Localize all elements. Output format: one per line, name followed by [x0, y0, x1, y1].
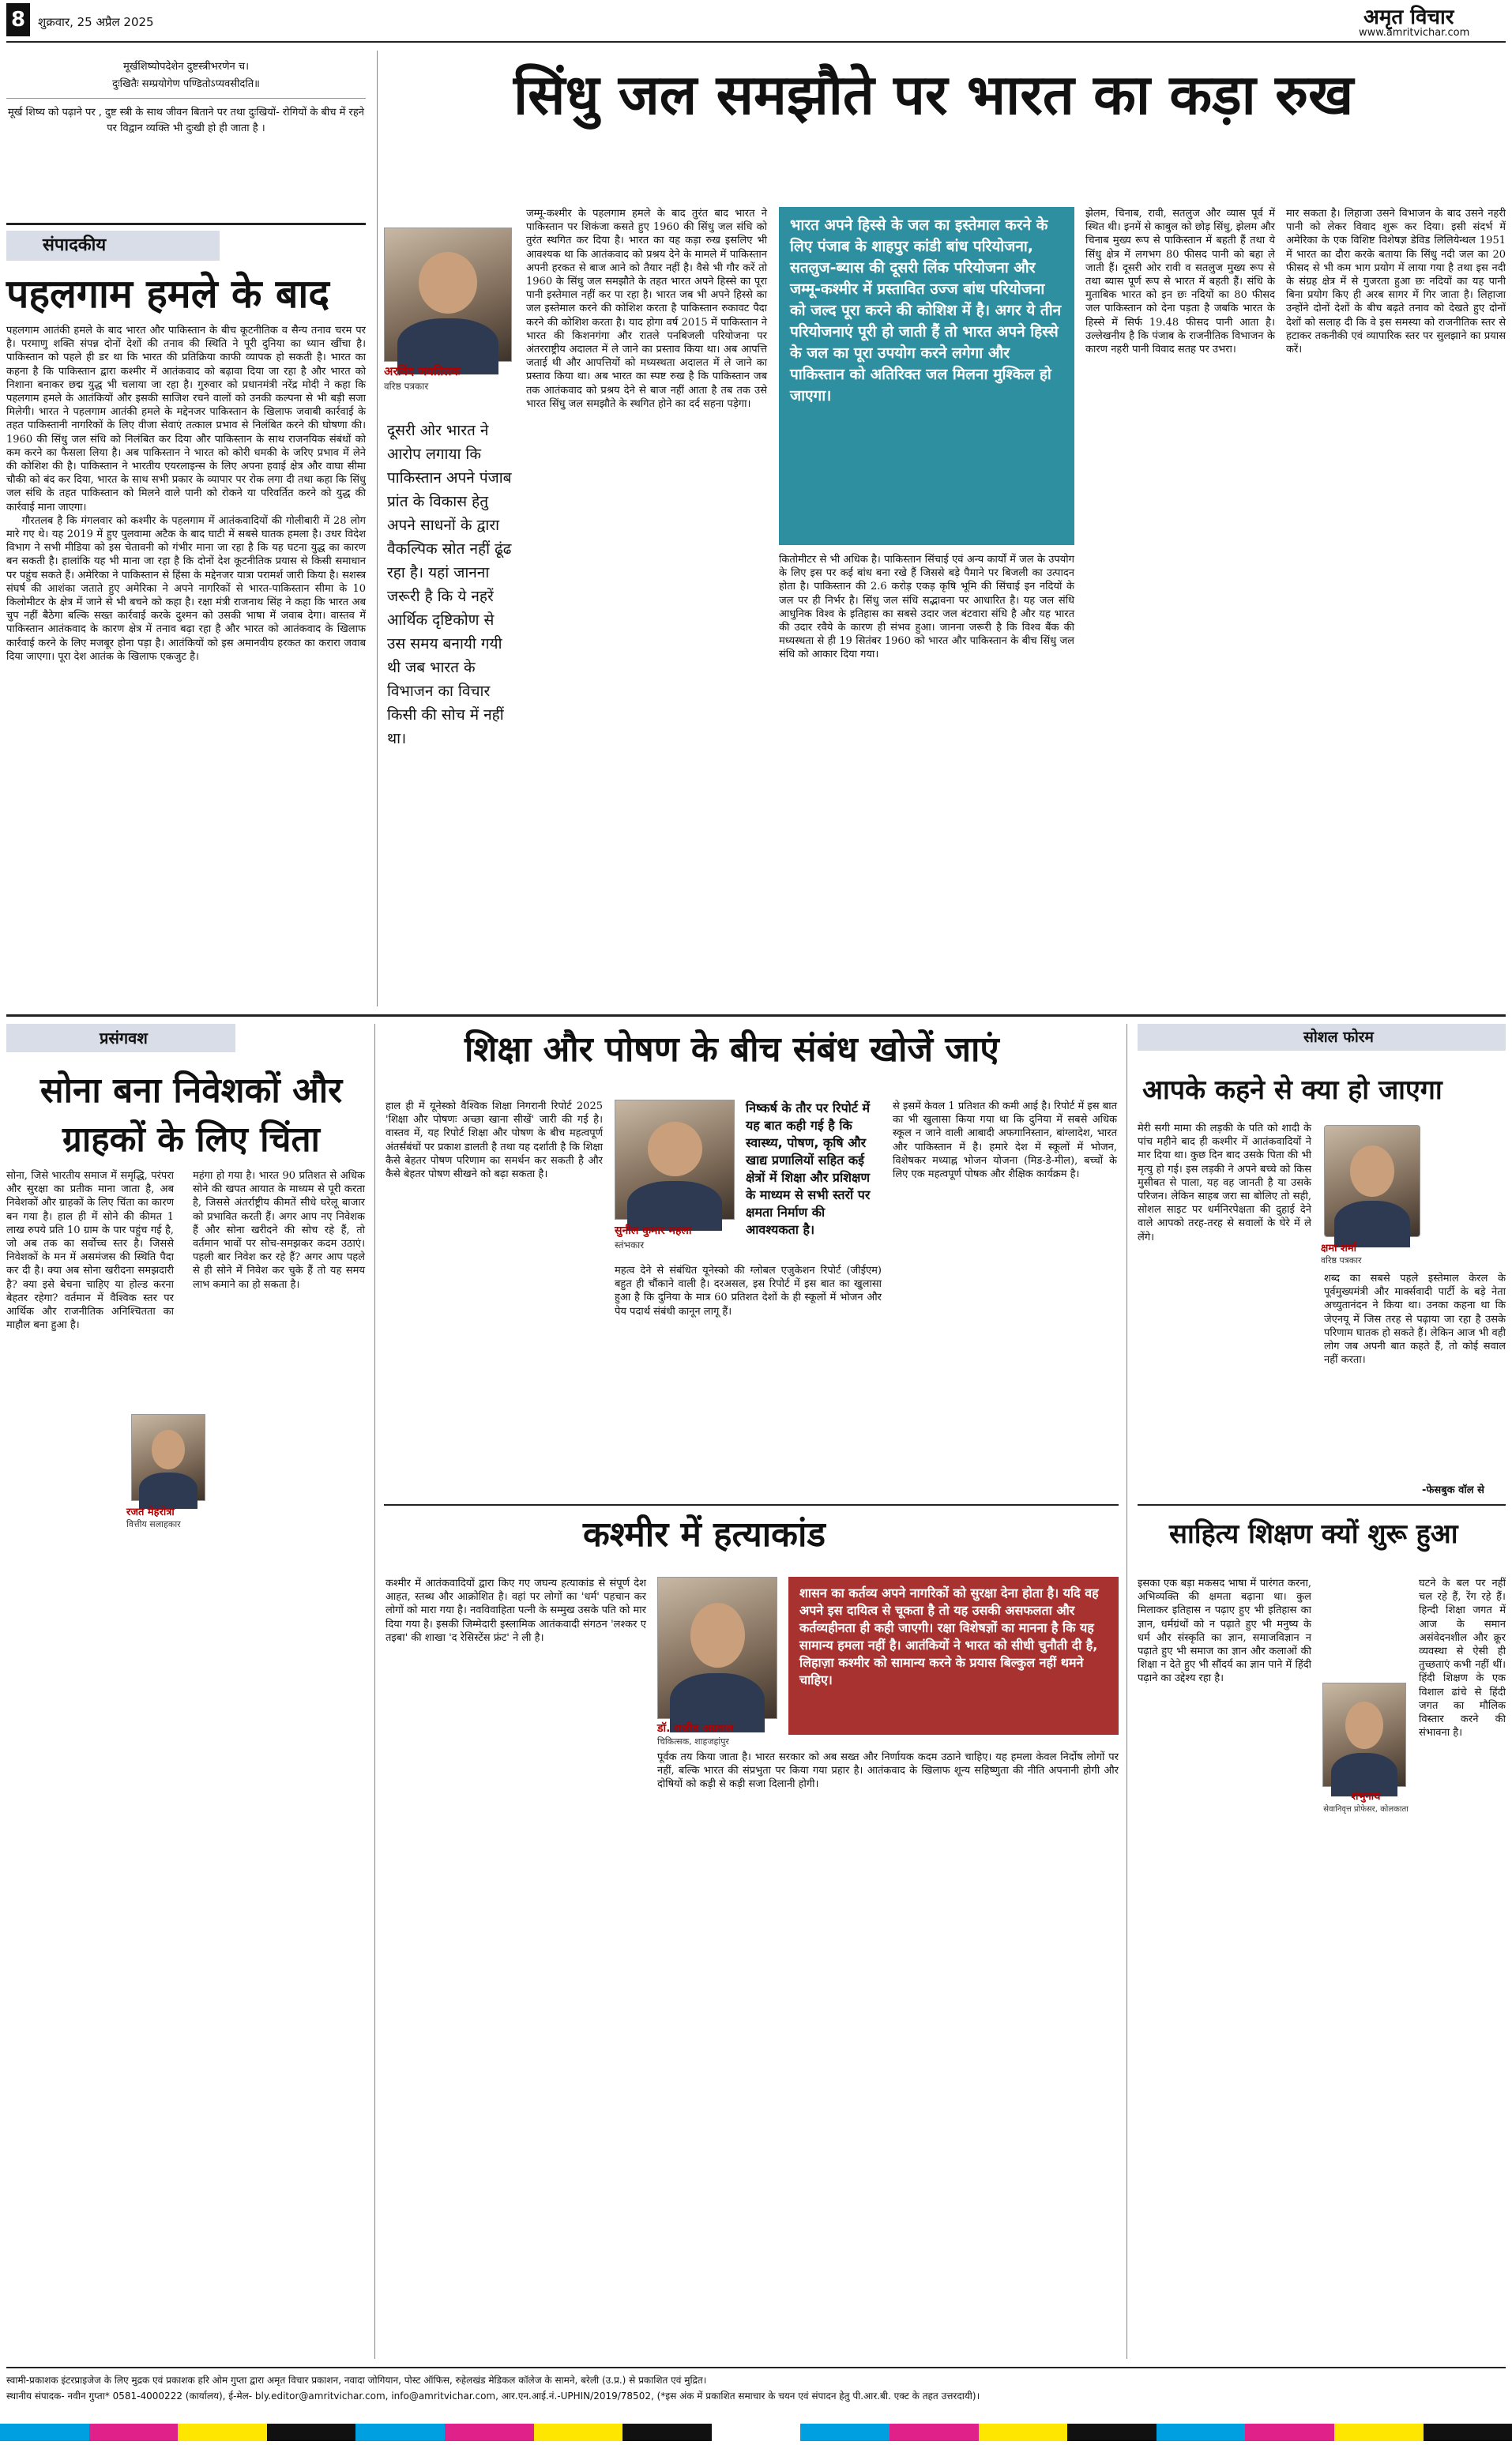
- column-rule: [374, 1024, 375, 2359]
- section-rule: [6, 1014, 1506, 1017]
- issue-date: शुक्रवार, 25 अप्रैल 2025: [38, 15, 154, 29]
- editorial-tag: संपादकीय: [6, 231, 220, 261]
- lead-pull-quote: भारत अपने हिस्से के जल का इस्तेमाल करने के लिए पंजाब के शाहपुर कांडी बांध परियोजना, सतलुज-ब्यास की दूसरी लिंक परियोजना और जम्मू-कश्मीर में प्रस्तावित उज्ज बांध परियोजना को जल्द पूरा करने की कोशिश में है। अगर ये तीन परियोजनाएं पूरी हो जाती हैं तो भारत अपने हिस्से के जल का पूरा उपयोग करने लगेगा और पाकिस्तान को अतिरिक्त जल मिलना मुश्किल हो जाएगा।: [779, 207, 1074, 545]
- prasangvash-tag: प्रसंगवश: [6, 1024, 235, 1052]
- shiksha-author-caption: सुनील कुमार महला स्तंभकार: [615, 1224, 692, 1251]
- shiksha-col-3: से इसमें केवल 1 प्रतिशत की कमी आई है। रिपोर्ट में इस बात का भी खुलासा किया गया था कि दुनिया में सबसे अधिक स्कूल न जाने वाली आबादी अफगानिस्तान, बांग्लादेश, भारत और पाकिस्तान में है। हमारे देश में स्कूलों में भोजन, विशेषकर मध्याह्न भोजन योजना (मिड-डे-मील), बच्चों के लिए एक महत्वपूर्ण पोषक और शैक्षिक कार्यक्रम है।: [893, 1100, 1121, 1181]
- quote-meaning: मूर्ख शिष्य को पढ़ाने पर , दुष्ट स्त्री के साथ जीवन बिताने पर तथा दुःखियों- रोगियों के बीच में रहने पर विद्वान व्यक्ति भी दुःखी हो ही जाता है ।: [8, 107, 364, 134]
- prasangvash-col-1: सोना, जिसे भारतीय समाज में समृद्धि, परंपरा और सुरक्षा का प्रतीक माना जाता है, अब निवेशकों और ग्राहकों के लिए चिंता का कारण बन गया है। हाल ही में सोने की कीमत 1 लाख रुपये प्रति 10 ग्राम के पार पहुंच गई है, जो अब तक का सर्वोच्च स्तर है। जिससे निवेशकों के मन में असमंजस की स्थिति पैदा कर दी है। क्या अब सोना खरीदना समझदारी है? क्या इसे बेचना चाहिए या होल्ड करना बेहतर रहेगा? वर्तमान में वैश्विक स्तर पर आर्थिक और राजनीतिक अनिश्चितता का माहौल बना हुआ है।: [6, 1170, 178, 1332]
- shiksha-author-photo: [615, 1100, 735, 1220]
- sahitya-author-photo: [1322, 1683, 1406, 1787]
- color-registration-strip: [0, 2424, 1512, 2441]
- social-author-photo: [1324, 1125, 1420, 1237]
- lead-sidebar-quote: दूसरी ओर भारत ने आरोप लगाया कि पाकिस्तान अपने पंजाब प्रांत के विकास हेतु अपने साधनों के द्वारा वैकल्पिक स्रोत नहीं ढूंढ रहा है। यहां जानना जरूरी है कि ये नहरें आर्थिक दृष्टिकोण से उस समय बनायी गयी थी जब भारत के विभाजन का विचार किसी की सोच में नहीं था।: [387, 422, 512, 747]
- lead-headline: सिंधु जल समझौते पर भारत का कड़ा रुख: [513, 62, 1354, 127]
- social-tag: सोशल फोरम: [1138, 1024, 1506, 1051]
- sahitya-col-1: इसका एक बड़ा मकसद भाषा में पारंगत करना, अभिव्यक्ति की क्षमता बढ़ाना था। कुल मिलाकर इतिहास न पढ़ाए हुए भी इतिहास का ज्ञान, धर्मग्रंथों को न पढ़ाते हुए भी मनुष्य के धर्म और संस्कृति का ज्ञान, समाजविज्ञान न पढ़ाते हुए भी समाज का ज्ञान और कलाओं की शिक्षा न देते हुए भी सौंदर्य का ज्ञान पाने में हिंदी पढ़ाने का उद्देश्य रहा है।: [1138, 1578, 1315, 1685]
- editorial-headline: पहलगाम हमले के बाद: [6, 270, 329, 317]
- quote-box: [6, 51, 366, 210]
- kashmir-col-2: पूर्वक तय किया जाता है। भारत सरकार को अब सख्त और निर्णायक कदम उठाने चाहिए। यह हमला केवल निर्दोष लोगों पर नहीं, बल्कि भारत की संप्रभुता पर किया गया प्रहार है। आतंकवाद के खिलाफ शून्य सहिष्णुता की नीति अपनानी होगी और दोषियों को कड़ी से कड़ी सजा दिलानी होगी।: [657, 1751, 1123, 1791]
- imprint-line-2: स्थानीय संपादक- नवीन गुप्ता* 0581-4000222 (कार्यालय), ई-मेल- bly.editor@amritvichar.com, info@amritvichar.com, आर.एन.आई.नं.-UPHIN/2019/78502, (*इस अंक में प्रकाशित समाचार के चयन एवं संपादन हेतु पी.आर.बी. एक्ट के तहत उत्तरदायी)।: [6, 2390, 980, 2402]
- author-role: वरिष्ठ पत्रकार: [384, 381, 429, 392]
- prasangvash-col-2: महंगा हो गया है। भारत 90 प्रतिशत से अधिक सोने की खपत आयात के माध्यम से पूरी करता है, जिससे अंतर्राष्ट्रीय कीमतें सीधे घरेलू बाजार को प्रभावित करती हैं। अगर आप नए निवेशक हैं और सोना खरीदने की सोच रहे हैं, तो वर्तमान भावों पर सोच-समझकर कदम उठाएं। पहली बार निवेश कर रहे हैं? अगर आप पहले से ही सोने में निवेश कर चुके हैं तो यह समय लाभ कमाने का हो सकता है।: [193, 1170, 369, 1291]
- divider: [6, 223, 366, 225]
- shiksha-col-2: महत्व देने से संबंधित यूनेस्को की ग्लोबल एजुकेशन रिपोर्ट (जीईएम) बहुत ही चौंकाने वाली है। दरअसल, इस रिपोर्ट में इस बात का खुलासा हुआ है कि दुनिया के मात्र 60 प्रतिशत देशों के ही स्कूलों में भोजन और पेय पदार्थ संबंधी कानून लागू हैं।: [615, 1265, 886, 1318]
- social-headline: आपके कहने से क्या हो जाएगा: [1142, 1074, 1442, 1106]
- column-rule: [1126, 1024, 1127, 2359]
- footer-rule: [6, 2367, 1506, 2368]
- shiksha-headline: शिक्षा और पोषण के बीच संबंध खोजें जाएं: [465, 1029, 999, 1070]
- social-col-1: मेरी सगी मामा की लड़की के पति को शादी के पांच महीने बाद ही कश्मीर में आतंकवादियों ने मार दिया था। कुछ दिन बाद उसके पिता की भी मृत्यु हो गई। इस लड़की ने अपने बच्चे को किस मुसीबत से पाला, यह वह जानती है या उसके परिजन। लेकिन साहब जरा सा बोलिए तो सही, सोशल साइट पर धर्मनिरपेक्षता की दुहाई देने वाले आपको तरह-तरह से सवालों के घेरे में ले लेंगे।: [1138, 1123, 1315, 1243]
- column-rule: [377, 51, 378, 1006]
- kashmir-col-1: कश्मीर में आतंकवादियों द्वारा किए गए जघन्य हत्याकांड से संपूर्ण देश आहत, स्तब्ध और आक्रोशित है। वहां पर लोगों का 'धर्म' पहचान कर लोगों को मारा गया है। नवविवाहिता पत्नी के सम्मुख उसके पति को मार दिया गया है। इसकी जिम्मेदारी इस्लामिक आतंकवादी संगठन 'लश्कर ए तइबा' की शाखा 'द रेसिस्टेंस फ्रंट' ने ली है।: [386, 1578, 650, 1644]
- social-author-caption: क्षमा शर्मा वरिष्ठ पत्रकार: [1321, 1243, 1362, 1266]
- social-col-2: शब्द का सबसे पहले इस्तेमाल केरल के पूर्वमुख्यमंत्री और मार्क्सवादी पार्टी के बड़े नेता अच्युतानंदन ने किया था। उनका कहना था कि जेएनयू में जिस तरह से पढ़ाया जा रहा है उसके परिणाम घातक हो सकते हैं। लेकिन आज भी वही लोग जब अपनी बात कहते हैं, तो कोई सवाल नहीं करता।: [1324, 1273, 1510, 1367]
- quote-line-2: दुःखितैः सम्प्रयोगेण पण्डितोऽप्यवसीदति॥: [112, 78, 260, 90]
- lead-col-3: झेलम, चिनाब, रावी, सतलुज और व्यास पूर्व में स्थित थी। इनमें से काबुल को छोड़ सिंधु, झेलम और चिनाब मुख्य रूप से पाकिस्तान में बहती हैं तथा ये सिंधु क्षेत्र में लगभग 80 फीसद पानी को बहा ले जाती हैं। दूसरी ओर रावी व सतलुज मुख्य रूप से तथा ब्यास पूर्ण रूप से भारत में बहती हैं। संधि के मुताबिक भारत को इन छः नदियों का 80 फीसद जल पाकिस्तान को देना पड़ता है जबकि भारत के हिस्से में सिर्फ 19.48 फीसद पानी आता है। उल्लेखनीय है कि पंजाब के राजनीतिक विभाजन के कारण नहरी पानी विवाद सतह पर उभरा।: [1085, 208, 1279, 356]
- sahitya-col-2: घटने के बल पर नहीं चल रहे हैं, रेंग रहे हैं। हिन्दी शिक्षा जगत में आज के समान असंवेदनशील और क्रूर व्यवस्था से ऐसी ही तुच्छताएं कभी नहीं थीं। हिंदी शिक्षण के एक विशाल ढांचे से हिंदी जगत का मौलिक विस्तार करने की संभावना है।: [1419, 1578, 1510, 1740]
- prasangvash-headline: सोना बना निवेशकों और ग्राहकों के लिए चिंता: [39, 1070, 343, 1160]
- kashmir-pull-quote: शासन का कर्तव्य अपने नागरिकों को सुरक्षा देना होता है। यदि वह अपने इस दायित्व से चूकता है तो यह उसकी असफलता और कर्तव्यहीनता ही कही जाएगी। रक्षा विशेषज्ञों का मानना है कि यह सामान्य हमला नहीं है। आतंकियों ने भारत को सीधी चुनौती दी है, लिहाज़ा कश्मीर को सामान्य करने के प्रयास बिल्कुल नहीं थमने चाहिए।: [788, 1577, 1119, 1735]
- prasangvash-author-caption: रजत मेहरोत्रा वित्तीय सलाहकार: [126, 1506, 181, 1529]
- quote-line-1: मूर्खशिष्योपदेशेन दुष्टस्त्रीभरणेन च।: [122, 61, 250, 73]
- author-name: अरविंद जयतिलक: [384, 364, 461, 378]
- shiksha-pull-quote: निष्कर्ष के तौर पर रिपोर्ट में यह बात कही गई है कि स्वास्थ्य, पोषण, कृषि और खाद्य प्रणालियों सहित कई क्षेत्रों में शिक्षा और प्रशिक्षण के माध्यम से सभी स्तरों पर क्षमता निर्माण की आवश्यकता है।: [746, 1100, 871, 1237]
- lead-col-2: कितोमीटर से भी अधिक है। पाकिस्तान सिंचाई एवं अन्य कार्यों में जल के उपयोग के लिए इस पर कई बांध बना रखे हैं जिससे बड़े पैमाने पर बिजली का उत्पादन होता है। पाकिस्तान की 2.6 करोड़ एकड़ कृषि भूमि की सिंचाई इन नदियों के जल पर ही निर्भर है। सिंधु जल संधि सद्भावना पर आधारित है। यह जल संधि आधुनिक विश्व के इतिहास का सबसे उदार जल बंटवारा संधि है और यह भारत की उदार रवैये के कारण ही संभव हुआ। जानना जरूरी है कि विश्व बैंक की मध्यस्थता से ही 19 सितंबर 1960 को भारत और पाकिस्तान के बीच सिंधु जल संधि को आकार दिया गया।: [779, 554, 1078, 661]
- imprint-line-1: स्वामी-प्रकाशक इंटरप्राइजेज के लिए मुद्रक एवं प्रकाशक हरि ओम गुप्ता द्वारा अमृत विचार प्रकाशन, नवादा जोगियान, पोस्ट ऑफिस, रुहेलखंड मेडिकल कॉलेज के सामने, बरेली (उ.प्र.) से प्रकाशित एवं मुद्रित।: [6, 2375, 707, 2386]
- site-url[interactable]: www.amritvichar.com: [1359, 27, 1470, 39]
- kashmir-headline: कश्मीर में हत्याकांड: [583, 1514, 826, 1555]
- author-photo: [384, 228, 512, 362]
- shiksha-col-1: हाल ही में यूनेस्को वैश्विक शिक्षा निगरानी रिपोर्ट 2025 'शिक्षा और पोषणः अच्छा खाना सीखें' जारी की गई है। वास्तव में, यह रिपोर्ट शिक्षा और पोषण के बीच महत्वपूर्ण अंतर्संबंधों पर प्रकाश डालती है तथा यह दर्शाती है कि शिक्षा कैसे बेहतर पोषण परिणाम का समर्थन कर सकती है और कैसे बेहतर पोषण सीखने को बढ़ा सकता है।: [386, 1100, 607, 1181]
- lead-col-1: जम्मू-कश्मीर के पहलगाम हमले के बाद तुरंत बाद भारत ने पाकिस्तान पर शिकंजा कसते हुए 1960 की सिंधु जल संधि को तुरंत स्थगित कर दिया है। भारत का यह कड़ा रुख इसलिए भी आवश्यक था कि आतंकवाद को प्रश्रय देने के मामले में पाकिस्तान अपनी हरकत से बाज आने को तैयार नहीं है। वैसे भी गौर करें तो 1960 के सिंधु जल समझौते के तहत भारत अपने हिस्से का पूरा पानी इस्तेमाल नहीं कर पा रहा है। भारत जब भी अपने हिस्से का जल इस्तेमाल करने की कोशिश करता है पाकिस्तान रुकावट पैदा करने की कोशिश करता है। याद होगा वर्ष 2015 में पाकिस्तान ने भारत की किशनगंगा और रातले पनबिजली परियोजना पर अंतरराष्ट्रीय अदालत में ले जाने का प्रस्ताव किया था। अब आपत्ति जताई थी और आपत्तियों को मध्यस्थता अदालत में ले जाने का प्रस्ताव किया था। अब भारत का स्पष्ट रुख है कि पाकिस्तान जब तक आतंकवाद को प्रश्रय देने से बाज नहीं आता है तब तक उसे भारत सिंधु जल समझौते के स्थगित होने का दर्द सहना पड़ेगा।: [526, 208, 771, 410]
- social-credit: -फेसबुक वॉल से: [1422, 1484, 1484, 1496]
- section-rule: [1138, 1504, 1506, 1506]
- kashmir-author-caption: डॉ. राजीव अग्रवाल चिकित्सक, शाहजहांपुर: [657, 1722, 734, 1747]
- author-caption: [384, 363, 510, 393]
- page-number: 8: [6, 3, 30, 36]
- section-rule: [384, 1504, 1119, 1506]
- brand-logo: अमृत विचार: [1363, 6, 1454, 29]
- sahitya-author-caption: शंभुनाथ सेवानिवृत्त प्रोफेसर, कोलकाता: [1323, 1791, 1409, 1814]
- sahitya-headline: साहित्य शिक्षण क्यों शुरू हुआ: [1169, 1518, 1458, 1550]
- lead-col-4: मार सकता है। लिहाजा उसने विभाजन के बाद उसने नहरी पानी को लेकर विवाद शुरू कर दिया। इसी संदर्भ में अमेरिका के एक विशिष्ट विशेषज्ञ डेविड लिलियेन्थल 1951 में भारत का दौरा करके बताया कि सिंधु नदी जल का 20 फीसद से भी कम भाग प्रयोग में लाया गया है तथा इस नदी के संग्रह क्षेत्र में से गुजरता हुआ छः नदियों का यह पानी बिना प्रयोग किए ही अरब सागर में गिर जाता है। लिहाजा उन्होंने दोनों देशों के बीच बढ़ते तनाव को देखते हुए दोनों देशों को सलाह दी कि वे इस समस्या को राजनीतिक स्तर से हटाकर तकनीकी एवं व्यापारिक स्तर पर सुलझाने का प्रयास करें।: [1286, 208, 1510, 356]
- kashmir-author-photo: [657, 1577, 777, 1719]
- editorial-body: पहलगाम आतंकी हमले के बाद भारत और पाकिस्तान के बीच कूटनीतिक व सैन्य तनाव चरम पर है। परमाणु शक्ति संपन्न दोनों देशों की तनाव की स्थिति ने पूरी दुनिया का ध्यान खींचा है। पाकिस्तान को पहले ही डर था कि भारत की प्रतिक्रिया काफी व्यापक हो सकती है। भारत का कहना है कि पाकिस्तान द्वारा कश्मीर में आतंकवाद को बढ़ावा दिया जा रहा है और भारत को निशाना बनाकर छद्म युद्ध भी चलाया जा रहा है। गुरुवार को प्रधानमंत्री नरेंद्र मोदी ने कहा कि पहलगाम हमले के आतंकियों और इसकी साजिश रचने वालों को उनकी कल्पना से भी बड़ी सजा मिलेगी। भारत ने पहलगाम आतंकी हमले के मद्देनजर पाकिस्तान के खिलाफ जवाबी कार्रवाई के तहत पाकिस्तानी नागरिकों के लिए वीजा सेवाएं तत्काल प्रभाव से निलंबित करने की घोषणा की। 1960 की सिंधु जल संधि को निलंबित कर दिया और पाकिस्तान के साथ राजनयिक संबंधों को कम करने का फैसला लिया है। अब पाकिस्तान ने भारत को कोरी धमकी के जरिए प्रभाव में लेने की कोशिश की है। पाकिस्तान ने भारतीय एयरलाइन्स के लिए अपना हवाई क्षेत्र और वाघा सीमा चौकी को बंद कर दिया, भारत के साथ सभी प्रकार के व्यापार पर रोक लगा दी तथा कहा कि सिंधु जल संधि के तहत पाकिस्तान को मिलने वाले पानी को रोकने या परिवर्तित करने को युद्ध की कार्रवाई माना जाएगा। गौरतलब है कि मंगलवार को कश्मीर के पहलगाम में आतंकवादियों की गोलीबारी में 28 लोग मारे गए थे। यह 2019 में हुए पुलवामा अटैक के बाद घाटी में सबसे घातक हमला है। उधर विदेश विभाग ने सभी मीडिया को इस चेतावनी को गंभीर माना जा रहा है कि यह घटना युद्ध का कारण बन सकती है। हालांकि यह भी माना जा रहा है कि दोनों देश कूटनीतिक प्रयास से किसी समाधान पर पहुंच सकते हैं। अमेरिका ने पाकिस्तान से हिंसा के मद्देनजर यात्रा परामर्श जारी किया है। सशस्त्र संघर्ष की आशंका जताते हुए अमेरिका ने अपने नागरिकों से भारत-पाकिस्तान सीमा के 10 किलोमीटर के क्षेत्र में जाने से भी बचने को कहा है। रक्षा मंत्री राजनाथ सिंह ने कहा कि भारत अब चुप नहीं बैठेगा बल्कि सख्त कार्रवाई करके दुश्मन को उसकी भाषा में जवाब देगा। वास्तव में पाकिस्तान आतंकवाद के कारण क्षेत्र में तनाव बढ़ा रहा है और भारत को आतंकवाद के खिलाफ कार्रवाई करने के लिए मजबूर होना पड़ा है। आतंकियों को इस अमानवीय हरकत का करारा जवाब दिया जाएगा। पूरा देश आतंक के खिलाफ एकजुट है।: [6, 325, 366, 663]
- masthead-rule: [6, 41, 1506, 43]
